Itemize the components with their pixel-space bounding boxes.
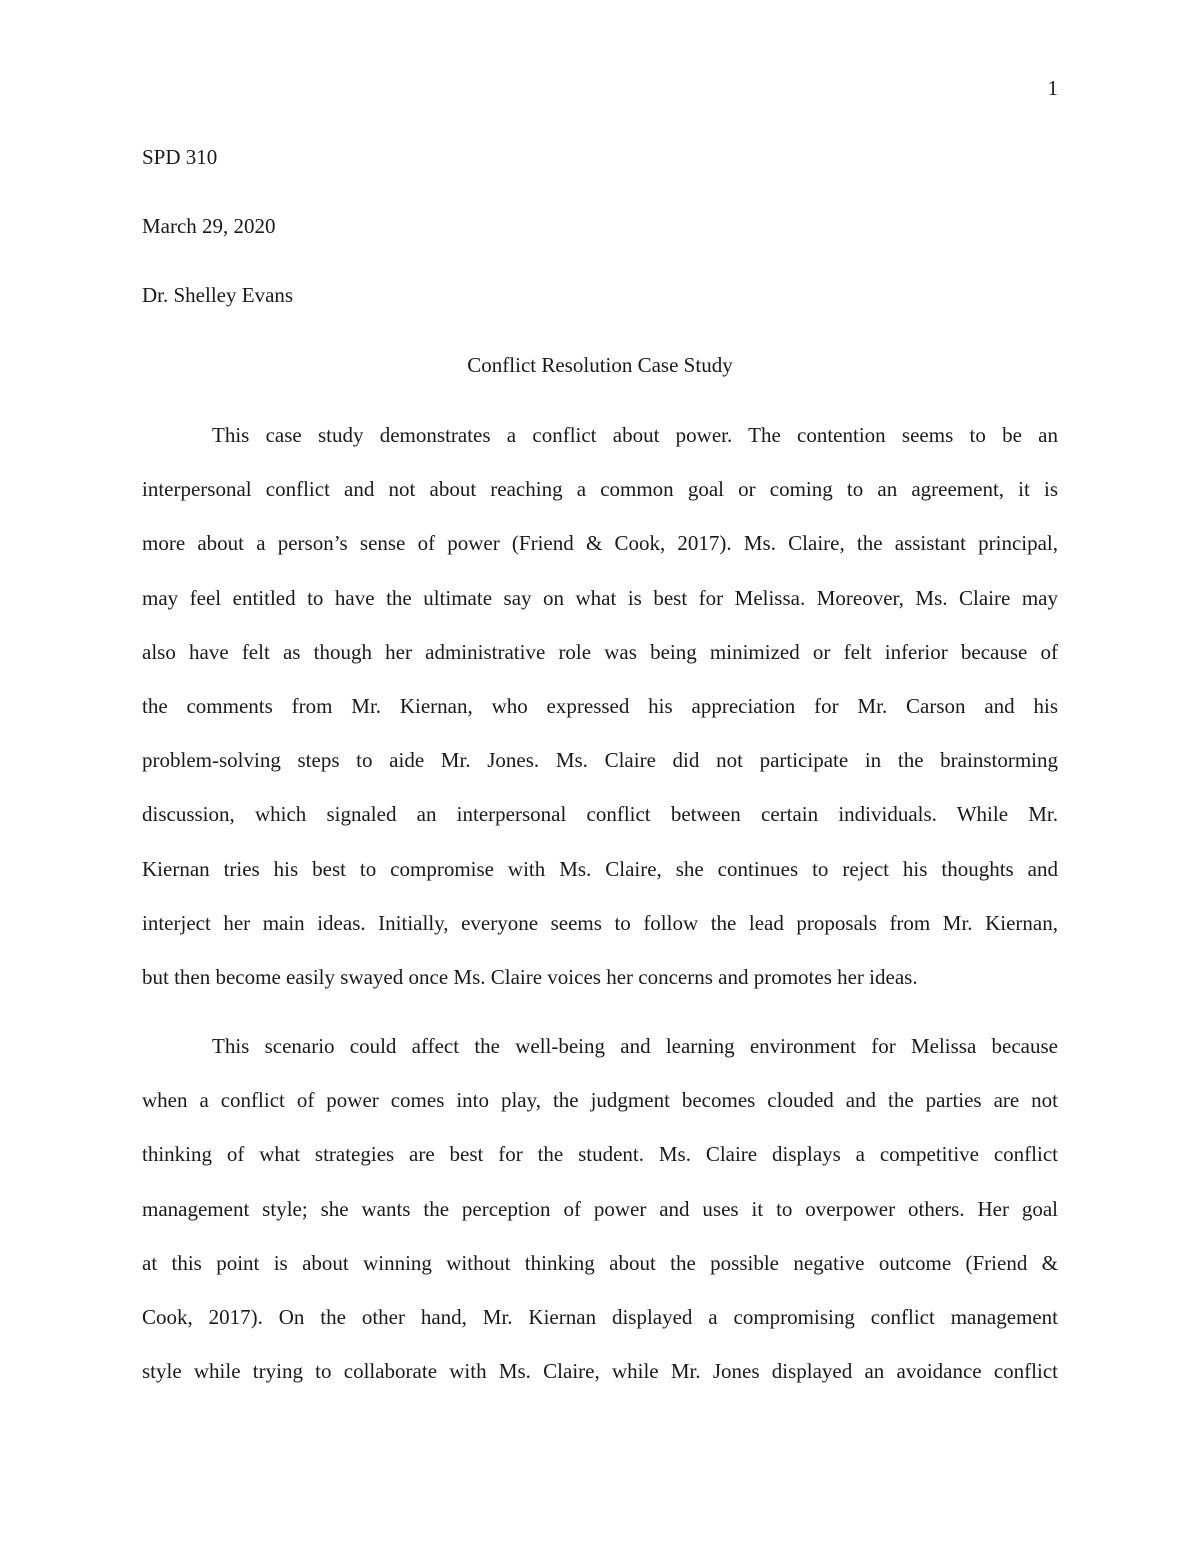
paragraph-line: interpersonal conflict and not about reaching a common goal or coming to an agreement, it is: [142, 477, 1058, 502]
paragraph-line: Cook, 2017). On the other hand, Mr. Kiernan displayed a compromising conflict management: [142, 1305, 1058, 1330]
paragraph-line: This case study demonstrates a conflict about power. The contention seems to be an: [212, 423, 1058, 447]
paragraph-line: problem-solving steps to aide Mr. Jones. Ms. Claire did not participate in the brainstorming: [142, 748, 1058, 773]
paragraph-line: management style; she wants the perception of power and uses it to overpower others. Her goal: [142, 1196, 1058, 1221]
paragraph-line: This scenario could affect the well-being and learning environment for Melissa because: [212, 1034, 1058, 1058]
paragraph-2: [142, 1019, 1058, 1398]
page-number: 1: [1047, 76, 1058, 100]
paragraph-line: also have felt as though her administrative role was being minimized or felt inferior because of: [142, 639, 1058, 664]
paragraph-line: discussion, which signaled an interpersonal conflict between certain individuals. While Mr.: [142, 802, 1058, 827]
paragraph-line: but then become easily swayed once Ms. Claire voices her concerns and promotes her ideas.: [142, 965, 918, 990]
instructor-line: Dr. Shelley Evans: [142, 283, 294, 307]
document-title: Conflict Resolution Case Study: [467, 353, 733, 377]
paragraph-1: [142, 408, 1058, 1004]
paragraph-line: more about a person’s sense of power (Friend & Cook, 2017). Ms. Claire, the assistant principal,: [142, 531, 1058, 556]
paragraph-line: may feel entitled to have the ultimate say on what is best for Melissa. Moreover, Ms. Claire may: [142, 585, 1058, 610]
paragraph-line: thinking of what strategies are best for the student. Ms. Claire displays a competitive conflict: [142, 1142, 1058, 1167]
paragraph-line: at this point is about winning without thinking about the possible negative outcome (Friend &: [142, 1250, 1058, 1275]
paragraph-line: when a conflict of power comes into play, the judgment becomes clouded and the parties are not: [142, 1088, 1058, 1113]
paragraph-line: Kiernan tries his best to compromise with Ms. Claire, she continues to reject his thoughts and: [142, 856, 1058, 881]
paragraph-line: the comments from Mr. Kiernan, who expressed his appreciation for Mr. Carson and his: [142, 694, 1058, 719]
paragraph-line: interject her main ideas. Initially, everyone seems to follow the lead proposals from Mr. Kiernan,: [142, 910, 1058, 935]
date-line: March 29, 2020: [142, 214, 276, 238]
paragraph-line: style while trying to collaborate with Ms. Claire, while Mr. Jones displayed an avoidance conflict: [142, 1359, 1058, 1384]
course-line: SPD 310: [142, 145, 218, 169]
